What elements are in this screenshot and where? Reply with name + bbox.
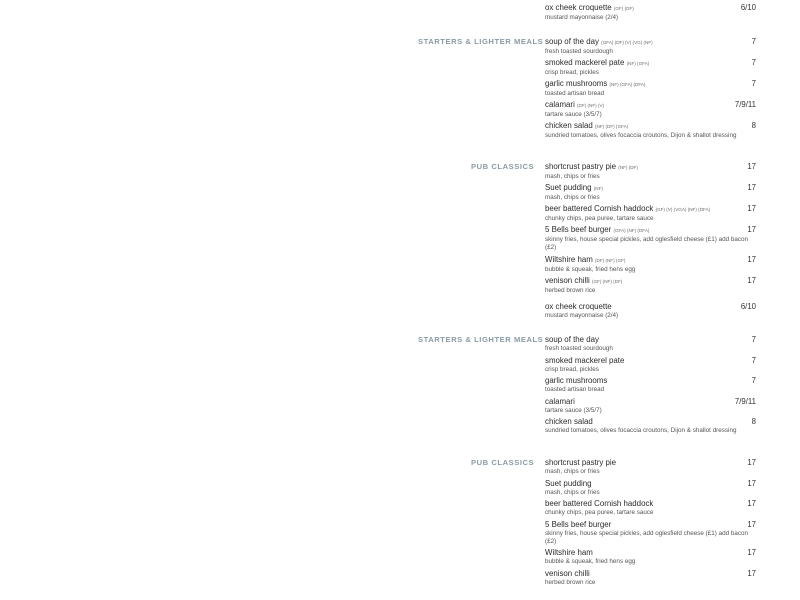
menu-item [545,479,760,497]
menu-item [545,79,760,98]
menu-item [545,225,760,253]
item-description: toasted artisan bread [545,90,605,97]
item-name: ox cheek croquette [545,302,612,311]
item-price: 6/10 [740,3,756,12]
item-description: mash, chips or fries [545,173,600,180]
allergen-tags: (NF) [593,186,603,191]
item-name: shortcrust pastry pie [545,162,617,171]
item-name: garlic mushrooms [545,376,608,385]
item-name: soup of the day [545,335,599,344]
allergen-tags: (NF) (GFA) [626,61,650,66]
item-price: 17 [747,204,756,213]
section-heading: PUB CLASSICS [471,162,535,171]
menu-item [545,548,760,566]
menu-item [545,569,760,587]
item-description: bubble & squeak, fried hens egg [545,558,636,565]
item-description: sundried tomatoes, olives focaccia croutons, Dijon & shallot dressing [545,427,737,434]
item-price: 8 [751,417,756,426]
item-price: 17 [747,520,756,529]
item-price: 17 [747,458,756,467]
item-description: tartare sauce (3/5/7) [545,407,602,414]
item-description: skinny fries, house special pickles, add oglesfield cheese (£1) add bacon (£2) [545,236,749,252]
item-name: beer battered Cornish haddock [545,499,654,508]
section-heading: PUB CLASSICS [471,458,535,467]
item-price: 7/9/11 [734,100,756,109]
section-heading: STARTERS & LIGHTER MEALS [418,335,544,344]
menu-item [545,376,760,394]
menu-item [545,100,760,119]
item-name: Suet pudding [545,479,592,488]
item-price: 17 [747,548,756,557]
item-description: chunky chips, pea puree, tartare sauce [545,215,654,222]
item-name: smoked mackerel pate [545,356,625,365]
menu-item [545,183,760,202]
item-name: shortcrust pastry pie [545,458,617,467]
item-name: ox cheek croquette [545,3,612,12]
menu-item [545,58,760,77]
item-price: 7 [751,356,756,365]
item-description: toasted artisan bread [545,386,605,393]
item-price: 7 [751,37,756,46]
section-heading: STARTERS & LIGHTER MEALS [418,37,544,46]
allergen-tags: (DF) (NF) (GF) [595,258,626,263]
allergen-tags: (NF) (DF) (GFA) [595,124,629,129]
item-price: 6/10 [740,302,756,311]
item-name: 5 Bells beef burger [545,225,612,234]
item-price: 7 [751,79,756,88]
allergen-tags: (GFA) (NF) (DFA) [613,228,650,233]
item-price: 17 [747,162,756,171]
item-name: chicken salad [545,417,593,426]
item-price: 17 [747,479,756,488]
item-price: 7 [751,58,756,67]
item-price: 17 [747,255,756,264]
item-price: 17 [747,225,756,234]
allergen-tags: (GF) (V) (VGA) (NF) (DFA) [655,207,711,212]
item-description: sundried tomatoes, olives focaccia croutons, Dijon & shallot dressing [545,132,737,139]
menu-item [545,255,760,274]
item-name: calamari [545,100,575,109]
item-description: fresh toasted sourdough [545,48,613,55]
menu-item [545,276,760,295]
allergen-tags: (DF) (NF) (V) [577,103,605,108]
item-name: calamari [545,397,575,406]
item-description: mash, chips or fries [545,468,600,475]
menu-item [545,356,760,374]
item-description: crisp bread, pickles [545,69,599,76]
menu-item [545,335,760,353]
item-name: venison chilli [545,569,590,578]
item-price: 7/9/11 [734,397,756,406]
item-price: 17 [747,183,756,192]
item-description: tartare sauce (3/5/7) [545,111,602,118]
item-name: beer battered Cornish haddock [545,204,654,213]
menu-item [545,417,760,435]
menu-item [545,37,760,56]
item-description: mash, chips or fries [545,194,600,201]
item-price: 17 [747,499,756,508]
menu-item [545,162,760,181]
item-description: mash, chips or fries [545,489,600,496]
menu-item [545,3,760,22]
item-price: 17 [747,276,756,285]
item-name: venison chilli [545,276,590,285]
item-description: chunky chips, pea puree, tartare sauce [545,509,654,516]
menu-item [545,302,760,320]
item-name: chicken salad [545,121,593,130]
item-description: herbed brown rice [545,579,596,586]
allergen-tags: (NF) (GFA) (DFA) [609,82,646,87]
item-name: garlic mushrooms [545,79,608,88]
item-description: herbed brown rice [545,287,596,294]
item-name: Wiltshire ham [545,548,593,557]
menu-item [545,121,760,140]
item-description: fresh toasted sourdough [545,345,613,352]
menu-item [545,520,760,547]
allergen-tags: (GF) (NF) (DF) [591,279,623,284]
item-description: crisp bread, pickles [545,366,599,373]
item-name: Wiltshire ham [545,255,593,264]
allergen-tags: (GFA) (DF) (V) (VG) (NF) [601,40,653,45]
item-price: 8 [751,121,756,130]
menu-item [545,458,760,476]
allergen-tags: (NF) (DF) [618,165,638,170]
menu-item [545,204,760,223]
item-description: mustard mayonnaise (2/4) [545,14,619,21]
item-price: 17 [747,569,756,578]
menu-item [545,397,760,415]
item-name: soup of the day [545,37,599,46]
item-name: smoked mackerel pate [545,58,625,67]
allergen-tags: (GF) (DF) [613,6,634,11]
item-price: 7 [751,335,756,344]
item-description: bubble & squeak, fried hens egg [545,266,636,273]
menu-item [545,499,760,517]
item-name: 5 Bells beef burger [545,520,612,529]
item-name: Suet pudding [545,183,592,192]
item-description: skinny fries, house special pickles, add oglesfield cheese (£1) add bacon (£2) [545,530,749,546]
item-price: 7 [751,376,756,385]
item-description: mustard mayonnaise (2/4) [545,312,619,319]
